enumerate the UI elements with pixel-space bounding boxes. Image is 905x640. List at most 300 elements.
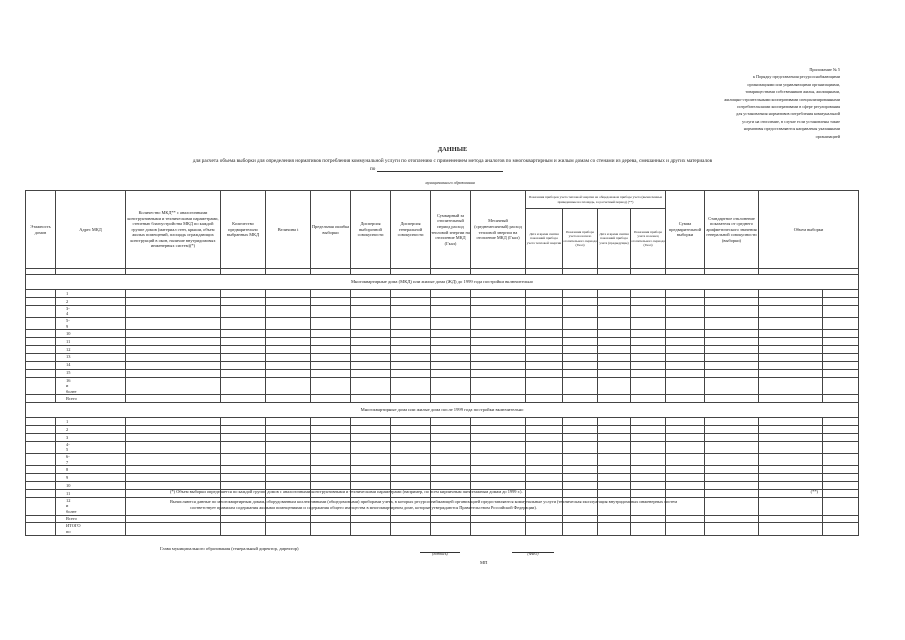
table-cell <box>391 345 431 353</box>
table-cell <box>391 297 431 305</box>
row-label: 16 и более <box>26 377 56 395</box>
table-cell <box>311 395 351 403</box>
table-cell <box>431 369 471 377</box>
table-cell <box>351 369 391 377</box>
table-cell <box>823 441 859 453</box>
table-cell <box>823 338 859 346</box>
table-cell <box>221 454 266 466</box>
table-cell <box>351 466 391 474</box>
table-cell <box>431 377 471 395</box>
table-cell <box>126 515 221 523</box>
table-cell <box>598 369 631 377</box>
table-cell <box>705 466 759 474</box>
municipality-caption: муниципального образования <box>425 180 475 185</box>
table-row <box>26 515 859 523</box>
table-cell <box>563 454 598 466</box>
table-cell <box>598 474 631 482</box>
table-cell <box>823 474 859 482</box>
table-cell <box>221 297 266 305</box>
table-cell <box>471 297 526 305</box>
table-cell <box>266 305 311 317</box>
table-cell <box>266 418 311 426</box>
table-cell <box>759 330 823 338</box>
table-cell <box>266 369 311 377</box>
table-cell <box>391 474 431 482</box>
table-cell <box>221 305 266 317</box>
header-total-period: Суммарный за отопительный период расход тепловой энергии на отопление МКД (Гкал) <box>431 191 471 269</box>
table-cell <box>526 345 563 353</box>
table-cell <box>563 395 598 403</box>
table-row <box>26 474 859 482</box>
row-label: 15 <box>26 369 56 377</box>
table-cell <box>705 290 759 298</box>
table-cell <box>631 361 666 369</box>
table-row <box>26 395 859 403</box>
table-row <box>26 317 859 329</box>
table-cell <box>759 441 823 453</box>
table-cell <box>221 418 266 426</box>
header-count-mkd: Количество МКД** с аналогичными конструктивными и техническими параметрами, степенью благоустройства МКД по каждой группе домов (материал стен, крыши, объем жилых помещений, площадь ограждающих конструкций в окон, наличие внутридомовых инженерных систем)(*) <box>126 191 221 269</box>
table-cell <box>221 353 266 361</box>
table-cell <box>666 338 705 346</box>
table-cell <box>431 418 471 426</box>
table-cell <box>391 290 431 298</box>
table-cell <box>126 523 221 535</box>
table-body-section-2 <box>26 403 859 535</box>
table-cell <box>598 515 631 523</box>
table-cell <box>666 474 705 482</box>
table-cell <box>598 338 631 346</box>
appendix-line: нормативы предоставляются направлены указанными <box>743 126 840 132</box>
table-cell <box>563 515 598 523</box>
table-cell <box>431 474 471 482</box>
table-cell <box>526 441 563 453</box>
appendix-line: товариществами собственников жилья, жилищными, <box>745 89 840 95</box>
table-cell <box>311 338 351 346</box>
signature-caption: (подпись) <box>432 552 448 556</box>
table-cell <box>311 353 351 361</box>
table-cell <box>471 426 526 434</box>
row-label: 11 <box>26 489 56 497</box>
table-cell <box>631 317 666 329</box>
table-cell <box>759 466 823 474</box>
table-cell <box>759 345 823 353</box>
table-cell <box>598 361 631 369</box>
header-std-deviation: Стандартное отклонение показателя от среднего арифметического значения генеральной совокупности (выборки) <box>705 191 759 269</box>
table-cell <box>266 317 311 329</box>
table-cell <box>391 353 431 361</box>
table-row <box>26 305 859 317</box>
table-cell <box>631 515 666 523</box>
table-cell <box>666 361 705 369</box>
row-label: 6-7 <box>26 454 56 466</box>
table-cell <box>563 523 598 535</box>
table-cell <box>431 466 471 474</box>
table-cell <box>526 305 563 317</box>
table-cell <box>598 426 631 434</box>
table-cell <box>311 418 351 426</box>
table-cell <box>391 466 431 474</box>
table-cell <box>221 466 266 474</box>
table-cell <box>526 338 563 346</box>
table-cell <box>311 515 351 523</box>
table-cell <box>351 345 391 353</box>
row-label: 3-4 <box>26 305 56 317</box>
table-cell <box>391 377 431 395</box>
table-cell <box>759 369 823 377</box>
table-cell <box>471 395 526 403</box>
table-cell <box>311 361 351 369</box>
table-cell <box>471 290 526 298</box>
row-label: 12 <box>26 345 56 353</box>
table-cell <box>431 353 471 361</box>
table-cell <box>351 433 391 441</box>
table-cell <box>759 454 823 466</box>
table-cell <box>311 466 351 474</box>
table-row <box>26 353 859 361</box>
table-cell <box>391 433 431 441</box>
table-cell <box>311 433 351 441</box>
table-cell <box>221 338 266 346</box>
table-cell <box>705 441 759 453</box>
table-cell <box>391 515 431 523</box>
table-cell <box>563 305 598 317</box>
table-cell <box>266 290 311 298</box>
table-cell <box>221 361 266 369</box>
table-cell <box>598 466 631 474</box>
table-cell <box>823 515 859 523</box>
table-cell <box>311 317 351 329</box>
table-cell <box>221 515 266 523</box>
header-value-t: Величина t <box>266 191 311 269</box>
table-row <box>26 361 859 369</box>
table-cell <box>631 523 666 535</box>
table-cell <box>526 317 563 329</box>
table-cell <box>221 395 266 403</box>
table-cell <box>126 395 221 403</box>
table-cell <box>351 441 391 453</box>
table-cell <box>823 418 859 426</box>
table-cell <box>666 466 705 474</box>
table-cell <box>471 474 526 482</box>
table-cell <box>431 515 471 523</box>
table-cell <box>471 305 526 317</box>
municipality-line <box>370 166 520 172</box>
table-cell <box>526 369 563 377</box>
table-cell <box>221 369 266 377</box>
table-cell <box>631 454 666 466</box>
table-cell <box>431 395 471 403</box>
appendix-line: потребительскими кооперативами в сфере регулирования <box>737 104 840 110</box>
table-cell <box>471 466 526 474</box>
row-label: 10 <box>26 482 56 490</box>
table-cell <box>823 330 859 338</box>
footnote-1-text: (*) Объем выборки определяется по каждой группе домов с аналогичными конструктивными и техническими параметрами (например, по всем кирпичным пятиэтажным домам до 1999 г.). <box>170 489 523 494</box>
table-row <box>26 418 859 426</box>
table-cell <box>759 305 823 317</box>
row-label: ИТОГО по <box>26 523 56 535</box>
table-cell <box>221 441 266 453</box>
signature-label: Глава муниципального образования (генеральный директор, директор) <box>160 546 299 551</box>
table-cell <box>471 377 526 395</box>
footnote-2-line: Вычисляются данные по многоквартирным домам, оборудованным коллективными (общедомовыми) приборами учета, в которых ресурсоснабжающей организацией предоставляются коммунальные услуги (техническая эксплуатация внутридомовых инженерных систем <box>170 499 678 504</box>
table-cell <box>705 338 759 346</box>
row-label: 2 <box>26 297 56 305</box>
table-cell <box>705 426 759 434</box>
table-cell <box>598 433 631 441</box>
table-cell <box>666 305 705 317</box>
table-cell <box>598 441 631 453</box>
table-cell <box>666 395 705 403</box>
table-cell <box>759 395 823 403</box>
table-cell <box>631 466 666 474</box>
table-cell <box>221 474 266 482</box>
appendix-line: Приложение № 5 <box>809 67 840 72</box>
table-cell <box>759 426 823 434</box>
table-cell <box>563 426 598 434</box>
table-row <box>26 523 859 535</box>
table-cell <box>705 330 759 338</box>
table-cell <box>126 418 221 426</box>
table-row <box>26 377 859 395</box>
table-cell <box>526 433 563 441</box>
table-cell <box>126 330 221 338</box>
table-cell <box>631 345 666 353</box>
table-cell <box>705 395 759 403</box>
table-cell <box>598 523 631 535</box>
table-cell <box>266 523 311 535</box>
table-cell <box>351 353 391 361</box>
header-address: Адрес МКД <box>56 191 126 269</box>
header-date-remove: Дата и время снятия показаний прибора учета (предыдущие) <box>598 209 631 269</box>
table-cell <box>126 426 221 434</box>
table-cell <box>666 523 705 535</box>
table-cell <box>759 297 823 305</box>
table-cell <box>351 515 391 523</box>
table-cell <box>666 515 705 523</box>
table-cell <box>266 297 311 305</box>
table-cell <box>526 523 563 535</box>
table-row <box>26 466 859 474</box>
header-date-install: Дата и время снятия показаний прибора учета тепловой энергии <box>526 209 563 269</box>
table-cell <box>666 330 705 338</box>
stamp-place: МП <box>480 560 488 565</box>
table-cell <box>563 361 598 369</box>
table-cell <box>471 515 526 523</box>
table-cell <box>759 523 823 535</box>
table-row <box>26 345 859 353</box>
table-cell <box>266 345 311 353</box>
table-cell <box>311 369 351 377</box>
table-cell <box>563 418 598 426</box>
table-cell <box>311 454 351 466</box>
table-cell <box>221 523 266 535</box>
table-cell <box>823 361 859 369</box>
table-cell <box>351 338 391 346</box>
row-label: Всего <box>26 515 56 523</box>
row-label: 4-5 <box>26 441 56 453</box>
table-cell <box>598 297 631 305</box>
footnote-1 <box>170 489 838 495</box>
table-cell <box>631 433 666 441</box>
table-cell <box>471 353 526 361</box>
table-cell <box>705 418 759 426</box>
table-cell <box>266 426 311 434</box>
table-cell <box>631 330 666 338</box>
header-floors: Этажность домов <box>26 191 56 269</box>
table-cell <box>705 345 759 353</box>
table-cell <box>311 305 351 317</box>
table-cell <box>311 330 351 338</box>
table-cell <box>266 353 311 361</box>
header-sample-volume: Объем выборки <box>759 191 859 269</box>
table-row <box>26 454 859 466</box>
table-cell <box>391 338 431 346</box>
table-cell <box>631 474 666 482</box>
footnote-2-line: соответствует правилам содержания жилыми помещениями и содержания общего имущества в многоквартирном доме, которые утверждаются Правительством Российской Федерации). <box>190 505 537 511</box>
table-cell <box>351 361 391 369</box>
table-cell <box>705 297 759 305</box>
row-label: 8 <box>26 466 56 474</box>
table-cell <box>631 418 666 426</box>
table-cell <box>311 290 351 298</box>
row-label: 14 <box>26 361 56 369</box>
table-cell <box>431 441 471 453</box>
table-cell <box>221 330 266 338</box>
table-cell <box>666 297 705 305</box>
table-cell <box>823 466 859 474</box>
table-cell <box>759 353 823 361</box>
name-caption: (ФИО) <box>527 552 539 556</box>
table-cell <box>759 290 823 298</box>
table-cell <box>266 466 311 474</box>
table-cell <box>666 353 705 361</box>
table-cell <box>823 377 859 395</box>
footnote-2 <box>170 499 838 512</box>
table-cell <box>526 377 563 395</box>
row-label: 3 <box>26 433 56 441</box>
table-cell <box>431 523 471 535</box>
table-cell <box>823 523 859 535</box>
table-row <box>26 426 859 434</box>
row-label: 1 <box>26 418 56 426</box>
table-cell <box>759 515 823 523</box>
table-cell <box>351 418 391 426</box>
table-cell <box>823 395 859 403</box>
table-row <box>26 338 859 346</box>
table-cell <box>666 426 705 434</box>
table-cell <box>563 474 598 482</box>
table-cell <box>526 418 563 426</box>
table-cell <box>391 361 431 369</box>
row-label: 10 <box>26 330 56 338</box>
table-cell <box>221 317 266 329</box>
table-cell <box>526 297 563 305</box>
table-cell <box>351 523 391 535</box>
table-cell <box>705 353 759 361</box>
table-cell <box>221 426 266 434</box>
table-cell <box>823 305 859 317</box>
table-cell <box>563 338 598 346</box>
table-cell <box>391 441 431 453</box>
header-meters-group: Показания приборов учета тепловой энергии на общедомовом приборе учета (вычисленные приведенные на площадь, за расчетный период) (**) <box>526 191 666 209</box>
table-row <box>26 441 859 453</box>
table-cell <box>266 441 311 453</box>
table-cell <box>391 317 431 329</box>
table-cell <box>126 369 221 377</box>
table-cell <box>391 454 431 466</box>
table-cell <box>471 338 526 346</box>
table-cell <box>526 474 563 482</box>
appendix-line: для установления нормативов потребления коммунальной <box>736 111 840 117</box>
table-cell <box>823 426 859 434</box>
municipality-blank <box>377 171 503 172</box>
document-title: ДАННЫЕ <box>437 146 468 153</box>
table-cell <box>526 361 563 369</box>
table-cell <box>126 377 221 395</box>
table-cell <box>705 523 759 535</box>
table-cell <box>391 418 431 426</box>
table-cell <box>631 305 666 317</box>
table-cell <box>759 338 823 346</box>
table-cell <box>598 418 631 426</box>
table-cell <box>126 297 221 305</box>
table-row <box>26 330 859 338</box>
table-cell <box>311 474 351 482</box>
table-cell <box>823 297 859 305</box>
table-cell <box>598 395 631 403</box>
table-cell <box>666 345 705 353</box>
row-label: 12 и более <box>26 497 56 515</box>
table-cell <box>471 345 526 353</box>
table-cell <box>598 290 631 298</box>
table-cell <box>266 377 311 395</box>
table-row <box>26 297 859 305</box>
row-label: 2 <box>26 426 56 434</box>
table-cell <box>431 330 471 338</box>
table-cell <box>759 433 823 441</box>
table-cell <box>221 433 266 441</box>
table-row <box>26 369 859 377</box>
row-label: 11 <box>26 338 56 346</box>
table-cell <box>631 426 666 434</box>
table-cell <box>759 418 823 426</box>
table-cell <box>563 290 598 298</box>
header-reading-end: Показания прибора учета на конец отопительного периода (Гкал) <box>631 209 666 269</box>
table-cell <box>631 353 666 361</box>
table-cell <box>471 433 526 441</box>
table-cell <box>221 290 266 298</box>
document-subtitle: для расчета объема выборки для определения нормативов потребления коммунальной услуги по отоплению с применением метода аналогов по многоквартирным и жилым домам со стенами из дерева, смешанных и других материалов <box>192 158 713 164</box>
table-cell <box>666 290 705 298</box>
table-cell <box>351 330 391 338</box>
table-cell <box>471 369 526 377</box>
table-cell <box>431 426 471 434</box>
table-cell <box>351 290 391 298</box>
table-cell <box>126 433 221 441</box>
table-cell <box>823 353 859 361</box>
table-cell <box>563 433 598 441</box>
table-cell <box>563 345 598 353</box>
table-cell <box>126 290 221 298</box>
table-body-section-1 <box>26 275 859 403</box>
table-cell <box>266 454 311 466</box>
table-cell <box>431 454 471 466</box>
table-cell <box>526 330 563 338</box>
table-cell <box>631 369 666 377</box>
table-cell <box>126 441 221 453</box>
appendix-line: организацией <box>815 133 840 139</box>
